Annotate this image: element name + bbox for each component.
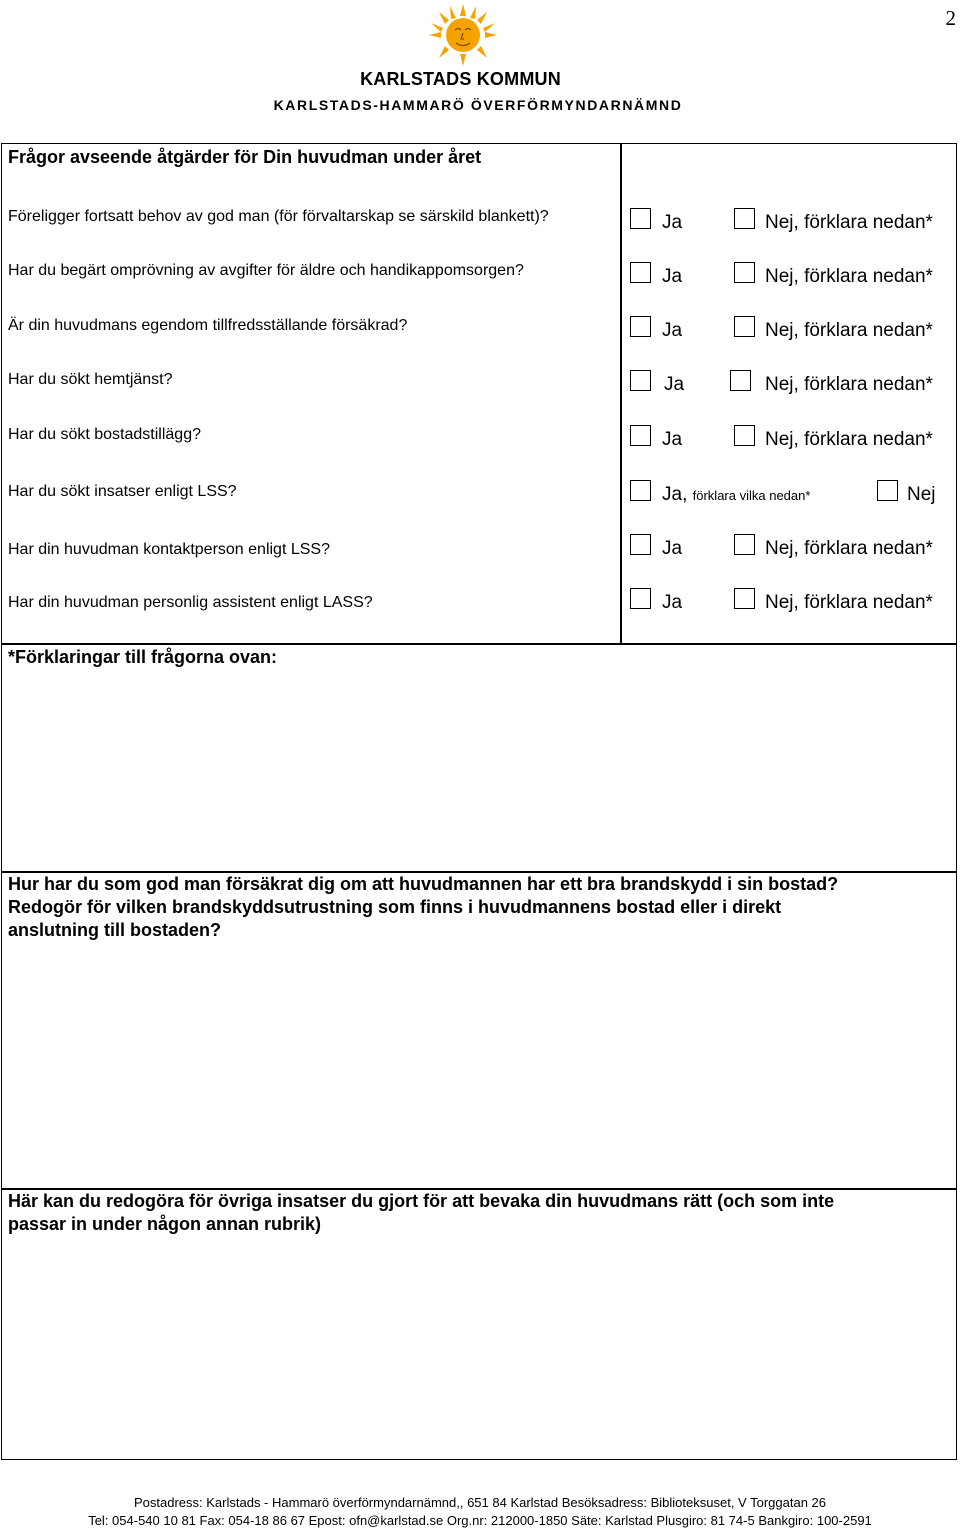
no-label: Nej, förklara nedan* <box>765 374 933 395</box>
yes-label-text: Ja, <box>662 484 688 505</box>
no-checkbox[interactable] <box>734 425 755 446</box>
yes-label <box>662 484 810 506</box>
other-actions-line: passar in under någon annan rubrik) <box>8 1214 322 1234</box>
header-logo <box>0 0 960 120</box>
other-actions-line: Här kan du redogöra för övriga insatser du gjort för att bevaka din huvudmans rätt (och som inte <box>8 1191 835 1211</box>
no-checkbox[interactable] <box>734 588 755 609</box>
question-text: Har du begärt omprövning av avgifter för äldre och handikappomsorgen? <box>8 262 524 279</box>
section-title: Frågor avseende åtgärder för Din huvudman under året <box>8 147 482 167</box>
yes-checkbox[interactable] <box>630 480 651 501</box>
other-actions-question <box>8 1190 834 1236</box>
yes-label: Ja <box>662 212 683 233</box>
question-text: Har du sökt hemtjänst? <box>8 371 173 388</box>
fire-safety-line: anslutning till bostaden? <box>8 920 221 940</box>
yes-label: Ja <box>662 320 683 341</box>
footer-contact: Tel: 054-540 10 81 Fax: 054-18 86 67 Epost: ofn@karlstad.se Org.nr: 212000-1850 Säte: Karlstad Plusgiro: 81 74-5 Bankgiro: 100-2591 <box>88 1513 872 1528</box>
footer-address: Postadress: Karlstads - Hammarö överförmyndarnämnd,, 651 84 Karlstad Besöksadress: Biblioteksuset, V Torggatan 26 <box>134 1495 826 1510</box>
yes-checkbox[interactable] <box>630 370 651 391</box>
no-label: Nej, förklara nedan* <box>765 592 933 613</box>
no-label: Nej, förklara nedan* <box>765 538 933 559</box>
other-actions-textarea[interactable] <box>3 1240 953 1456</box>
no-checkbox[interactable] <box>877 480 898 501</box>
yes-checkbox[interactable] <box>630 316 651 337</box>
answer-group <box>630 588 942 614</box>
org-subtitle: KARLSTADS-HAMMARÖ ÖVERFÖRMYNDARNÄMND <box>273 97 683 113</box>
answer-column-divider <box>620 143 622 644</box>
no-checkbox[interactable] <box>734 534 755 555</box>
no-checkbox[interactable] <box>734 262 755 283</box>
page-number: 2 <box>945 6 956 30</box>
explanations-title: *Förklaringar till frågorna ovan: <box>8 647 278 667</box>
question-text: Har du sökt bostadstillägg? <box>8 426 201 443</box>
org-name: KARLSTADS KOMMUN <box>360 69 561 89</box>
question-text: Har du sökt insatser enligt LSS? <box>8 483 237 500</box>
yes-note: förklara vilka nedan* <box>692 488 811 503</box>
answer-group <box>630 208 942 234</box>
yes-label: Ja <box>662 538 683 559</box>
answer-group <box>630 370 942 396</box>
answer-group <box>630 316 942 342</box>
yes-checkbox[interactable] <box>630 208 651 229</box>
fire-safety-line: Hur har du som god man försäkrat dig om att huvudmannen har ett bra brandskydd i sin bostad? <box>8 874 839 894</box>
yes-label: Ja <box>662 429 683 450</box>
no-checkbox[interactable] <box>734 316 755 337</box>
question-text: Föreligger fortsatt behov av god man (för förvaltarskap se särskild blankett)? <box>8 208 549 225</box>
yes-checkbox[interactable] <box>630 534 651 555</box>
section-divider <box>1 643 957 645</box>
no-label: Nej, förklara nedan* <box>765 212 933 233</box>
no-label: Nej <box>907 484 936 505</box>
no-label: Nej, förklara nedan* <box>765 429 933 450</box>
fire-safety-textarea[interactable] <box>3 944 953 1186</box>
yes-label: Ja <box>664 374 685 395</box>
answer-group <box>630 534 942 560</box>
yes-checkbox[interactable] <box>630 262 651 283</box>
question-text: Har din huvudman kontaktperson enligt LSS? <box>8 541 330 558</box>
no-checkbox[interactable] <box>730 370 751 391</box>
answer-group <box>630 425 942 451</box>
yes-label: Ja <box>662 592 683 613</box>
question-text: Har din huvudman personlig assistent enligt LASS? <box>8 594 373 611</box>
yes-checkbox[interactable] <box>630 425 651 446</box>
explanations-textarea[interactable] <box>3 672 953 868</box>
fire-safety-question <box>8 873 838 942</box>
question-text: Är din huvudmans egendom tillfredsställande försäkrad? <box>8 317 408 334</box>
fire-safety-line: Redogör för vilken brandskyddsutrustning som finns i huvudmannens bostad eller i direkt <box>8 897 782 917</box>
sun-logo-icon <box>425 2 501 72</box>
no-checkbox[interactable] <box>734 208 755 229</box>
answer-group <box>630 480 942 506</box>
no-label: Nej, förklara nedan* <box>765 320 933 341</box>
yes-label: Ja <box>662 266 683 287</box>
no-label: Nej, förklara nedan* <box>765 266 933 287</box>
answer-group <box>630 262 942 288</box>
yes-checkbox[interactable] <box>630 588 651 609</box>
